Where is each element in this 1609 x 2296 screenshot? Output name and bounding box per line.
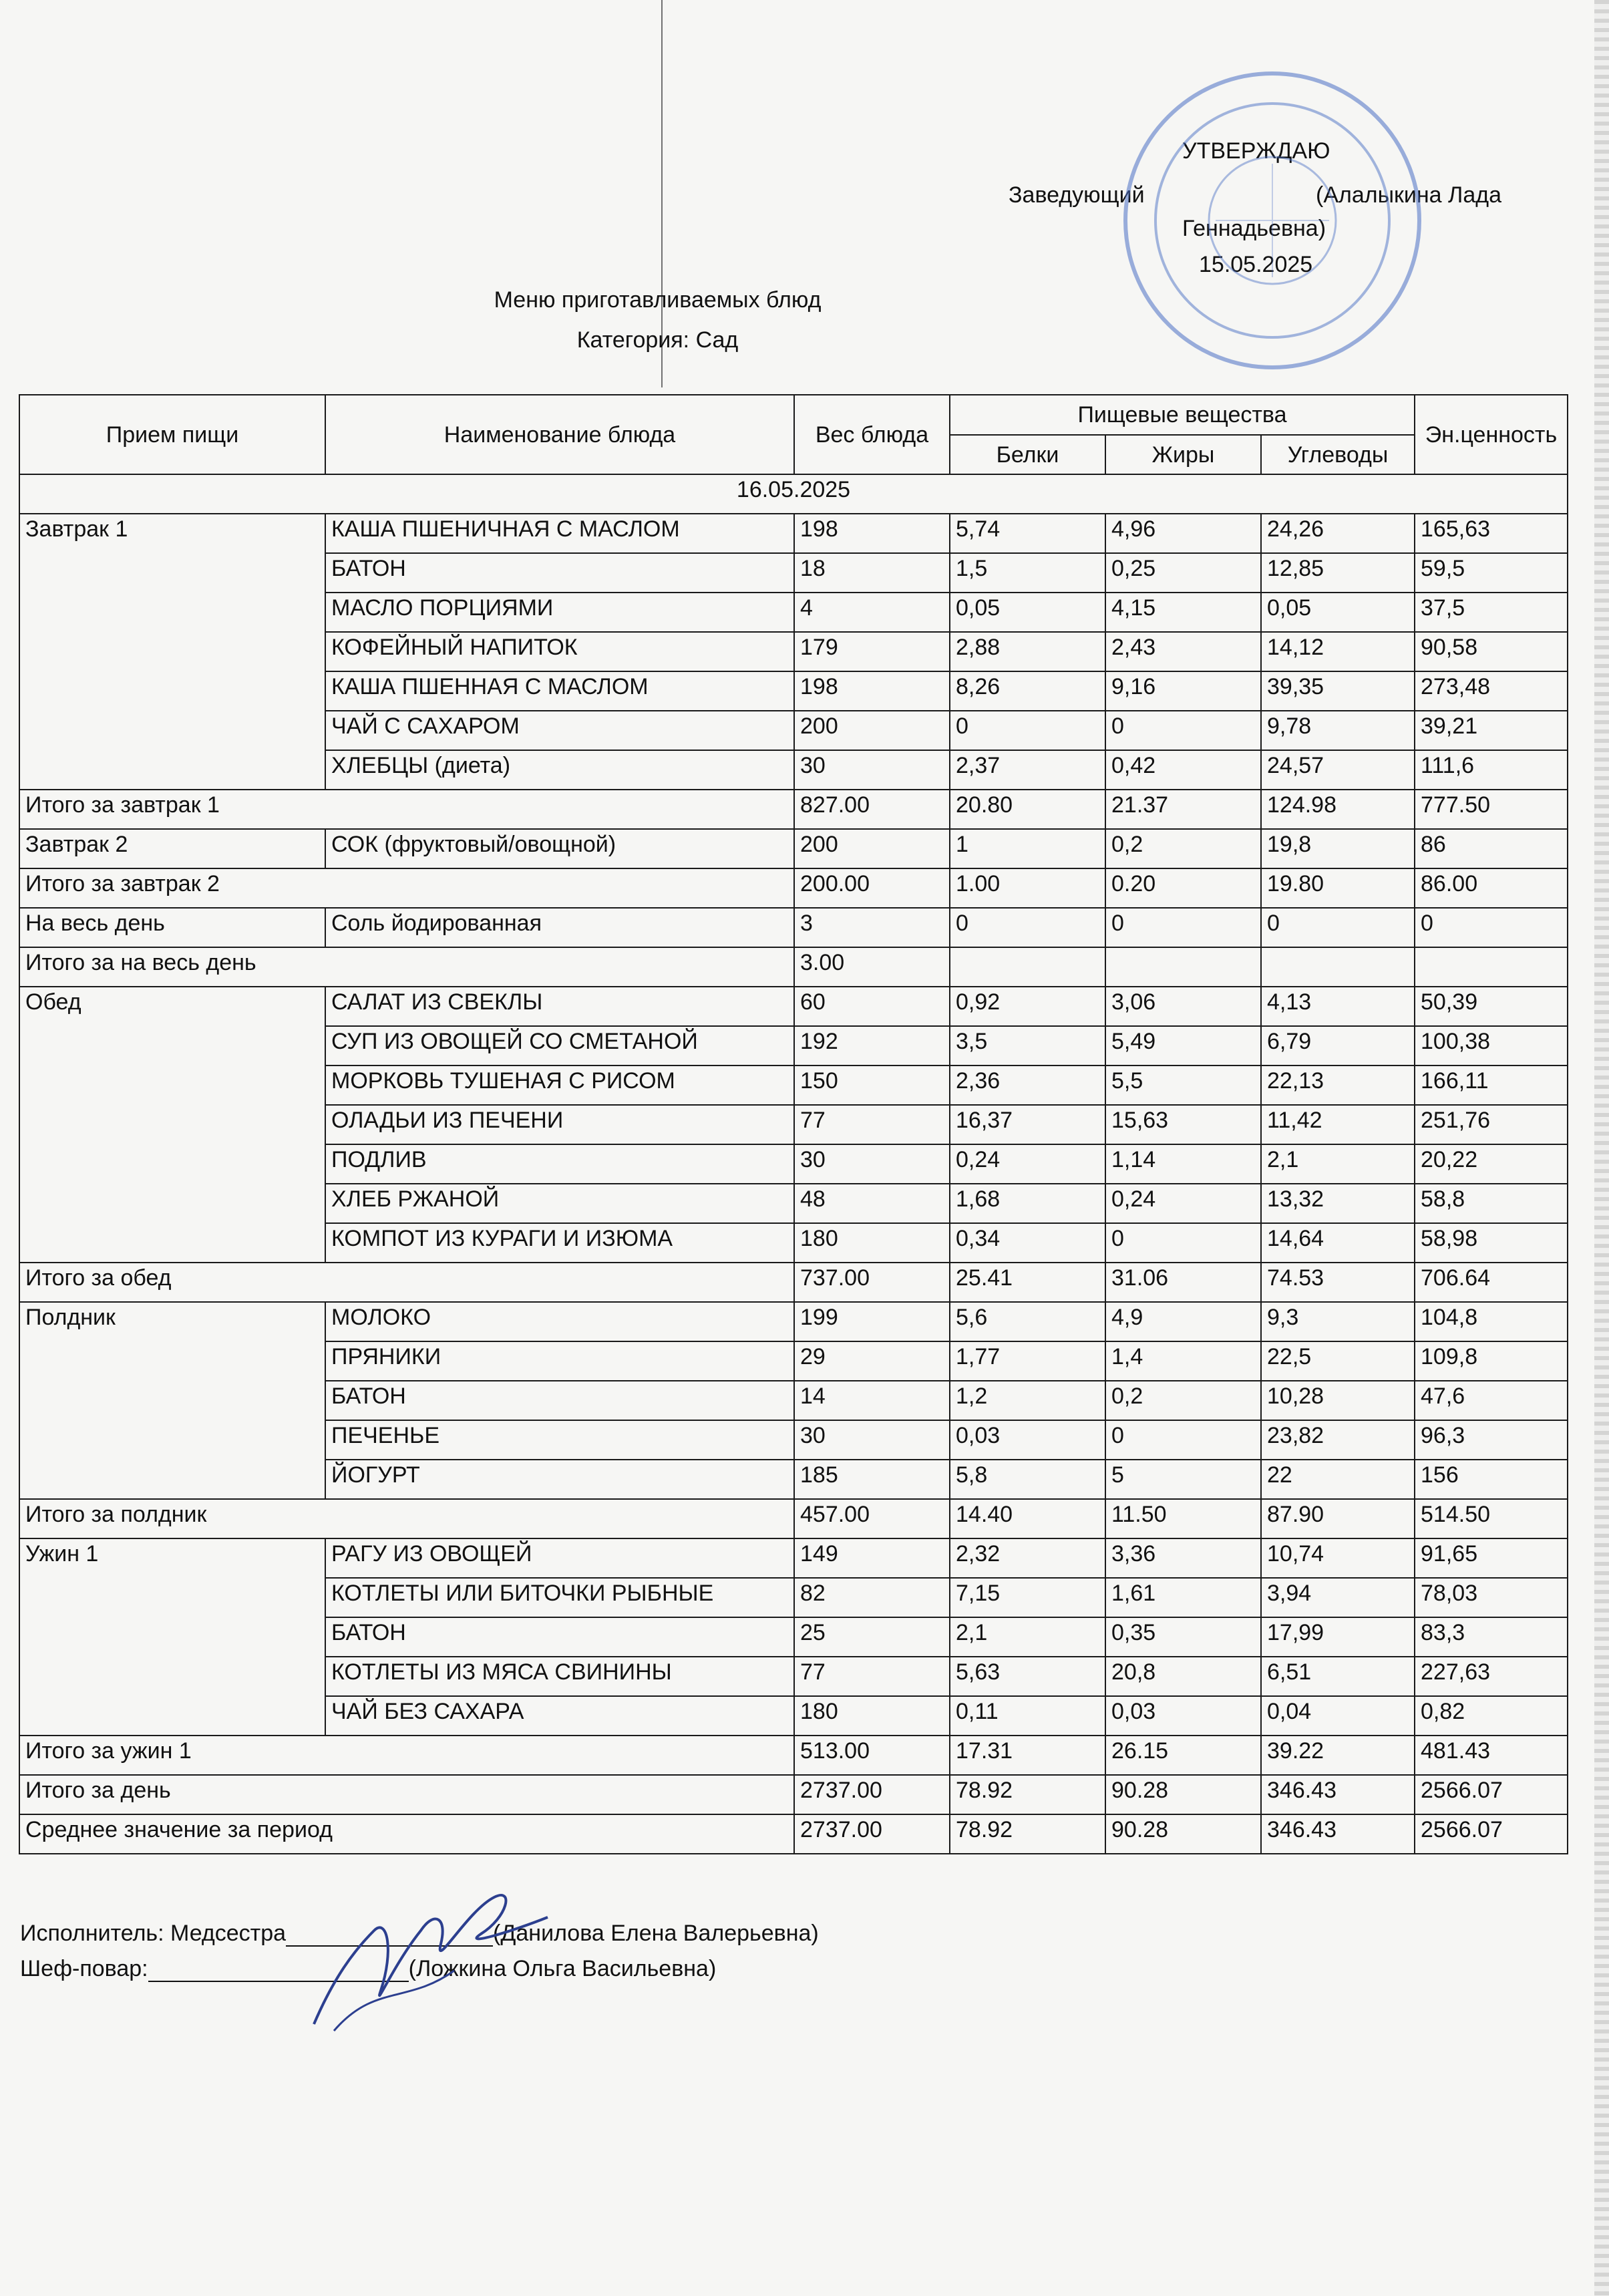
- carbs-value: [1261, 947, 1415, 987]
- approval-title: УТВЕРЖДАЮ: [1182, 138, 1330, 164]
- total-label: Итого за ужин 1: [19, 1736, 794, 1775]
- meal-cell: [19, 711, 325, 750]
- dish-name: ПОДЛИВ: [325, 1144, 794, 1184]
- meal-cell: [19, 1578, 325, 1617]
- meal-cell: [19, 1144, 325, 1184]
- carbs-value: 17,99: [1261, 1617, 1415, 1657]
- carbs-value: 14,64: [1261, 1223, 1415, 1263]
- carbs-value: 2,1: [1261, 1144, 1415, 1184]
- protein-value: 17.31: [950, 1736, 1105, 1775]
- menu-date: 16.05.2025: [19, 474, 1568, 514]
- total-row: [19, 947, 1568, 987]
- dish-name: ЧАЙ С САХАРОМ: [325, 711, 794, 750]
- meal-cell: [19, 1657, 325, 1696]
- protein-value: 78.92: [950, 1814, 1105, 1854]
- dish-row: [19, 593, 1568, 632]
- dish-name: МОРКОВЬ ТУШЕНАЯ С РИСОМ: [325, 1065, 794, 1105]
- fat-value: 0: [1105, 1420, 1261, 1460]
- fat-value: 4,9: [1105, 1302, 1261, 1341]
- carbs-value: 346.43: [1261, 1814, 1415, 1854]
- dish-row: [19, 632, 1568, 671]
- meal-cell: [19, 553, 325, 593]
- meal-cell: [19, 1341, 325, 1381]
- weight-value: 25: [794, 1617, 950, 1657]
- energy-value: 111,6: [1415, 750, 1568, 790]
- dish-row: [19, 1341, 1568, 1381]
- dish-row: [19, 1184, 1568, 1223]
- dish-name: ЙОГУРТ: [325, 1460, 794, 1499]
- protein-value: 3,5: [950, 1026, 1105, 1065]
- fat-value: 0,35: [1105, 1617, 1261, 1657]
- dish-name: КАША ПШЕННАЯ С МАСЛОМ: [325, 671, 794, 711]
- col-meal: Прием пищи: [19, 395, 325, 474]
- carbs-value: 22: [1261, 1460, 1415, 1499]
- fat-value: 21.37: [1105, 790, 1261, 829]
- meal-cell: Обед: [19, 987, 325, 1026]
- chef-label: Шеф-повар:: [20, 1956, 148, 1981]
- energy-value: 83,3: [1415, 1617, 1568, 1657]
- meal-cell: [19, 1223, 325, 1263]
- dish-name: КОМПОТ ИЗ КУРАГИ И ИЗЮМА: [325, 1223, 794, 1263]
- protein-value: 5,63: [950, 1657, 1105, 1696]
- col-carbs: Углеводы: [1261, 435, 1415, 474]
- protein-value: 1.00: [950, 868, 1105, 908]
- dish-name: МОЛОКО: [325, 1302, 794, 1341]
- weight-value: 30: [794, 750, 950, 790]
- energy-value: 514.50: [1415, 1499, 1568, 1538]
- carbs-value: 9,78: [1261, 711, 1415, 750]
- protein-value: 16,37: [950, 1105, 1105, 1144]
- weight-value: 48: [794, 1184, 950, 1223]
- protein-value: 5,8: [950, 1460, 1105, 1499]
- protein-value: 5,74: [950, 514, 1105, 553]
- col-protein: Белки: [950, 435, 1105, 474]
- dish-row: [19, 711, 1568, 750]
- carbs-value: 74.53: [1261, 1263, 1415, 1302]
- meal-cell: [19, 1184, 325, 1223]
- dish-name: РАГУ ИЗ ОВОЩЕЙ: [325, 1538, 794, 1578]
- dish-name: ХЛЕБЦЫ (диета): [325, 750, 794, 790]
- energy-value: 47,6: [1415, 1381, 1568, 1420]
- weight-value: 4: [794, 593, 950, 632]
- dish-name: БАТОН: [325, 1381, 794, 1420]
- dish-name: САЛАТ ИЗ СВЕКЛЫ: [325, 987, 794, 1026]
- weight-value: 150: [794, 1065, 950, 1105]
- meal-cell: [19, 1105, 325, 1144]
- fat-value: 4,96: [1105, 514, 1261, 553]
- protein-value: 20.80: [950, 790, 1105, 829]
- carbs-value: 24,57: [1261, 750, 1415, 790]
- fat-value: 5,5: [1105, 1065, 1261, 1105]
- protein-value: 2,32: [950, 1538, 1105, 1578]
- carbs-value: 3,94: [1261, 1578, 1415, 1617]
- approval-role: Заведующий: [1009, 182, 1145, 208]
- protein-value: 1,5: [950, 553, 1105, 593]
- dish-row: [19, 1657, 1568, 1696]
- protein-value: 2,37: [950, 750, 1105, 790]
- dish-row: [19, 1578, 1568, 1617]
- total-label: Итого за завтрак 1: [19, 790, 794, 829]
- meal-cell: На весь день: [19, 908, 325, 947]
- fat-value: 0,42: [1105, 750, 1261, 790]
- fat-value: 1,14: [1105, 1144, 1261, 1184]
- fat-value: 0,25: [1105, 553, 1261, 593]
- energy-value: 104,8: [1415, 1302, 1568, 1341]
- dish-row: [19, 750, 1568, 790]
- weight-value: 827.00: [794, 790, 950, 829]
- carbs-value: 0,04: [1261, 1696, 1415, 1736]
- total-row: [19, 790, 1568, 829]
- energy-value: 78,03: [1415, 1578, 1568, 1617]
- protein-value: 0,34: [950, 1223, 1105, 1263]
- meal-cell: [19, 671, 325, 711]
- meal-cell: [19, 1460, 325, 1499]
- fat-value: 9,16: [1105, 671, 1261, 711]
- protein-value: 78.92: [950, 1775, 1105, 1814]
- weight-value: 60: [794, 987, 950, 1026]
- energy-value: 109,8: [1415, 1341, 1568, 1381]
- dish-name: БАТОН: [325, 1617, 794, 1657]
- fat-value: 1,4: [1105, 1341, 1261, 1381]
- fat-value: 0: [1105, 711, 1261, 750]
- total-row: [19, 868, 1568, 908]
- total-label: Итого за обед: [19, 1263, 794, 1302]
- meal-cell: [19, 1617, 325, 1657]
- weight-value: 29: [794, 1341, 950, 1381]
- dish-name: КАША ПШЕНИЧНАЯ С МАСЛОМ: [325, 514, 794, 553]
- total-row: [19, 1736, 1568, 1775]
- meal-cell: [19, 1026, 325, 1065]
- energy-value: 91,65: [1415, 1538, 1568, 1578]
- weight-value: 513.00: [794, 1736, 950, 1775]
- energy-value: 0: [1415, 908, 1568, 947]
- document-category: Категория: Сад: [576, 327, 739, 353]
- energy-value: 100,38: [1415, 1026, 1568, 1065]
- energy-value: 39,21: [1415, 711, 1568, 750]
- col-nutrients: Пищевые вещества: [950, 395, 1415, 435]
- dish-row: [19, 1538, 1568, 1578]
- menu-body: [19, 474, 1568, 1854]
- dish-name: СОК (фруктовый/овощной): [325, 829, 794, 868]
- fat-value: 0,03: [1105, 1696, 1261, 1736]
- protein-value: 2,36: [950, 1065, 1105, 1105]
- carbs-value: 23,82: [1261, 1420, 1415, 1460]
- carbs-value: 0,05: [1261, 593, 1415, 632]
- dish-row: [19, 829, 1568, 868]
- weight-value: 18: [794, 553, 950, 593]
- fat-value: [1105, 947, 1261, 987]
- fat-value: 0: [1105, 1223, 1261, 1263]
- protein-value: 7,15: [950, 1578, 1105, 1617]
- carbs-value: 19,8: [1261, 829, 1415, 868]
- dish-name: ХЛЕБ РЖАНОЙ: [325, 1184, 794, 1223]
- meal-cell: [19, 1381, 325, 1420]
- executor-label: Исполнитель: Медсестра: [20, 1921, 287, 1946]
- weight-value: 737.00: [794, 1263, 950, 1302]
- carbs-value: 13,32: [1261, 1184, 1415, 1223]
- menu-table: [19, 394, 1568, 1854]
- meal-cell: [19, 593, 325, 632]
- carbs-value: 22,13: [1261, 1065, 1415, 1105]
- meal-cell: Полдник: [19, 1302, 325, 1341]
- total-label: Итого за полдник: [19, 1499, 794, 1538]
- dish-name: СУП ИЗ ОВОЩЕЙ СО СМЕТАНОЙ: [325, 1026, 794, 1065]
- protein-value: 25.41: [950, 1263, 1105, 1302]
- protein-value: 14.40: [950, 1499, 1105, 1538]
- col-fat: Жиры: [1105, 435, 1261, 474]
- fat-value: 0,2: [1105, 829, 1261, 868]
- total-row: [19, 1814, 1568, 1854]
- dish-name: КОТЛЕТЫ ИЛИ БИТОЧКИ РЫБНЫЕ: [325, 1578, 794, 1617]
- fat-value: 90.28: [1105, 1814, 1261, 1854]
- weight-value: 198: [794, 514, 950, 553]
- weight-value: 149: [794, 1538, 950, 1578]
- fat-value: 11.50: [1105, 1499, 1261, 1538]
- dish-row: [19, 671, 1568, 711]
- protein-value: 0: [950, 908, 1105, 947]
- document-title: Меню приготавливаемых блюд: [494, 287, 822, 313]
- dish-name: БАТОН: [325, 553, 794, 593]
- weight-value: 30: [794, 1144, 950, 1184]
- meal-cell: Завтрак 2: [19, 829, 325, 868]
- dish-row: [19, 987, 1568, 1026]
- approval-name-line2: Геннадьевна): [1182, 216, 1326, 241]
- protein-value: 2,1: [950, 1617, 1105, 1657]
- total-label: Среднее значение за период: [19, 1814, 794, 1854]
- dish-name: МАСЛО ПОРЦИЯМИ: [325, 593, 794, 632]
- weight-value: 14: [794, 1381, 950, 1420]
- carbs-value: 124.98: [1261, 790, 1415, 829]
- protein-value: 1,68: [950, 1184, 1105, 1223]
- meal-cell: Завтрак 1: [19, 514, 325, 553]
- weight-value: 199: [794, 1302, 950, 1341]
- meal-cell: [19, 632, 325, 671]
- fat-value: 3,36: [1105, 1538, 1261, 1578]
- protein-value: 0,92: [950, 987, 1105, 1026]
- energy-value: 706.64: [1415, 1263, 1568, 1302]
- energy-value: 96,3: [1415, 1420, 1568, 1460]
- weight-value: 77: [794, 1657, 950, 1696]
- dish-name: ЧАЙ БЕЗ САХАРА: [325, 1696, 794, 1736]
- energy-value: 165,63: [1415, 514, 1568, 553]
- fat-value: 0.20: [1105, 868, 1261, 908]
- protein-value: 0,03: [950, 1420, 1105, 1460]
- weight-value: 192: [794, 1026, 950, 1065]
- dish-row: [19, 1302, 1568, 1341]
- weight-value: 200: [794, 711, 950, 750]
- energy-value: 37,5: [1415, 593, 1568, 632]
- fat-value: 26.15: [1105, 1736, 1261, 1775]
- meal-cell: Ужин 1: [19, 1538, 325, 1578]
- dish-name: ОЛАДЬИ ИЗ ПЕЧЕНИ: [325, 1105, 794, 1144]
- carbs-value: 6,51: [1261, 1657, 1415, 1696]
- meal-cell: [19, 750, 325, 790]
- weight-value: 180: [794, 1696, 950, 1736]
- protein-value: 1,2: [950, 1381, 1105, 1420]
- energy-value: 86: [1415, 829, 1568, 868]
- meal-cell: [19, 1065, 325, 1105]
- dish-row: [19, 1065, 1568, 1105]
- energy-value: 156: [1415, 1460, 1568, 1499]
- carbs-value: 9,3: [1261, 1302, 1415, 1341]
- dish-row: [19, 1420, 1568, 1460]
- dish-row: [19, 1381, 1568, 1420]
- fat-value: 15,63: [1105, 1105, 1261, 1144]
- col-dish: Наименование блюда: [325, 395, 794, 474]
- energy-value: 251,76: [1415, 1105, 1568, 1144]
- total-label: Итого за завтрак 2: [19, 868, 794, 908]
- fat-value: 90.28: [1105, 1775, 1261, 1814]
- protein-value: [950, 947, 1105, 987]
- weight-value: 2737.00: [794, 1814, 950, 1854]
- total-row: [19, 1775, 1568, 1814]
- fat-value: 31.06: [1105, 1263, 1261, 1302]
- dish-name: Соль йодированная: [325, 908, 794, 947]
- fat-value: 0,24: [1105, 1184, 1261, 1223]
- weight-value: 179: [794, 632, 950, 671]
- dish-name: ПЕЧЕНЬЕ: [325, 1420, 794, 1460]
- carbs-value: 19.80: [1261, 868, 1415, 908]
- fat-value: 5: [1105, 1460, 1261, 1499]
- total-label: Итого за день: [19, 1775, 794, 1814]
- total-label: Итого за на весь день: [19, 947, 794, 987]
- approval-name-line1: (Алалыкина Лада: [1316, 182, 1501, 208]
- carbs-value: 12,85: [1261, 553, 1415, 593]
- weight-value: 457.00: [794, 1499, 950, 1538]
- energy-value: 50,39: [1415, 987, 1568, 1026]
- dish-row: [19, 553, 1568, 593]
- protein-value: 2,88: [950, 632, 1105, 671]
- energy-value: 0,82: [1415, 1696, 1568, 1736]
- approval-date: 15.05.2025: [1199, 252, 1313, 277]
- energy-value: 59,5: [1415, 553, 1568, 593]
- weight-value: 198: [794, 671, 950, 711]
- carbs-value: 39,35: [1261, 671, 1415, 711]
- weight-value: 185: [794, 1460, 950, 1499]
- fat-value: 4,15: [1105, 593, 1261, 632]
- energy-value: 58,8: [1415, 1184, 1568, 1223]
- weight-value: 77: [794, 1105, 950, 1144]
- protein-value: 0,05: [950, 593, 1105, 632]
- dish-row: [19, 514, 1568, 553]
- fat-value: 5,49: [1105, 1026, 1261, 1065]
- carbs-value: 346.43: [1261, 1775, 1415, 1814]
- protein-value: 0,24: [950, 1144, 1105, 1184]
- chef-name: (Ложкина Ольга Васильевна): [408, 1956, 717, 1981]
- scan-edge: [1594, 0, 1609, 2296]
- dish-name: КОФЕЙНЫЙ НАПИТОК: [325, 632, 794, 671]
- dish-row: [19, 1144, 1568, 1184]
- protein-value: 1: [950, 829, 1105, 868]
- carbs-value: 11,42: [1261, 1105, 1415, 1144]
- fat-value: 0,2: [1105, 1381, 1261, 1420]
- dish-row: [19, 1696, 1568, 1736]
- weight-value: 2737.00: [794, 1775, 950, 1814]
- energy-value: 777.50: [1415, 790, 1568, 829]
- weight-value: 3: [794, 908, 950, 947]
- weight-value: 180: [794, 1223, 950, 1263]
- dish-row: [19, 908, 1568, 947]
- col-energy: Эн.ценность: [1415, 395, 1568, 474]
- fat-value: 20,8: [1105, 1657, 1261, 1696]
- fat-value: 0: [1105, 908, 1261, 947]
- total-row: [19, 1499, 1568, 1538]
- handwritten-signature: [294, 1870, 574, 2044]
- carbs-value: 39.22: [1261, 1736, 1415, 1775]
- energy-value: 2566.07: [1415, 1814, 1568, 1854]
- fat-value: 3,06: [1105, 987, 1261, 1026]
- energy-value: 481.43: [1415, 1736, 1568, 1775]
- protein-value: 8,26: [950, 671, 1105, 711]
- executor-name: (Данилова Елена Валерьевна): [493, 1921, 819, 1946]
- dish-row: [19, 1460, 1568, 1499]
- carbs-value: 10,28: [1261, 1381, 1415, 1420]
- energy-value: [1415, 947, 1568, 987]
- energy-value: 90,58: [1415, 632, 1568, 671]
- fat-value: 2,43: [1105, 632, 1261, 671]
- meal-cell: [19, 1420, 325, 1460]
- carbs-value: 22,5: [1261, 1341, 1415, 1381]
- energy-value: 58,98: [1415, 1223, 1568, 1263]
- weight-value: 82: [794, 1578, 950, 1617]
- dish-name: КОТЛЕТЫ ИЗ МЯСА СВИНИНЫ: [325, 1657, 794, 1696]
- protein-value: 0: [950, 711, 1105, 750]
- energy-value: 2566.07: [1415, 1775, 1568, 1814]
- energy-value: 86.00: [1415, 868, 1568, 908]
- carbs-value: 24,26: [1261, 514, 1415, 553]
- protein-value: 5,6: [950, 1302, 1105, 1341]
- carbs-value: 10,74: [1261, 1538, 1415, 1578]
- protein-value: 0,11: [950, 1696, 1105, 1736]
- weight-value: 30: [794, 1420, 950, 1460]
- carbs-value: 14,12: [1261, 632, 1415, 671]
- energy-value: 166,11: [1415, 1065, 1568, 1105]
- dish-name: ПРЯНИКИ: [325, 1341, 794, 1381]
- dish-row: [19, 1105, 1568, 1144]
- carbs-value: 87.90: [1261, 1499, 1415, 1538]
- meal-cell: [19, 1696, 325, 1736]
- carbs-value: 4,13: [1261, 987, 1415, 1026]
- weight-value: 200.00: [794, 868, 950, 908]
- dish-row: [19, 1617, 1568, 1657]
- weight-value: 3.00: [794, 947, 950, 987]
- col-weight: Вес блюда: [794, 395, 950, 474]
- energy-value: 273,48: [1415, 671, 1568, 711]
- protein-value: 1,77: [950, 1341, 1105, 1381]
- weight-value: 200: [794, 829, 950, 868]
- total-row: [19, 1263, 1568, 1302]
- dish-row: [19, 1026, 1568, 1065]
- carbs-value: 6,79: [1261, 1026, 1415, 1065]
- energy-value: 227,63: [1415, 1657, 1568, 1696]
- fat-value: 1,61: [1105, 1578, 1261, 1617]
- dish-row: [19, 1223, 1568, 1263]
- energy-value: 20,22: [1415, 1144, 1568, 1184]
- carbs-value: 0: [1261, 908, 1415, 947]
